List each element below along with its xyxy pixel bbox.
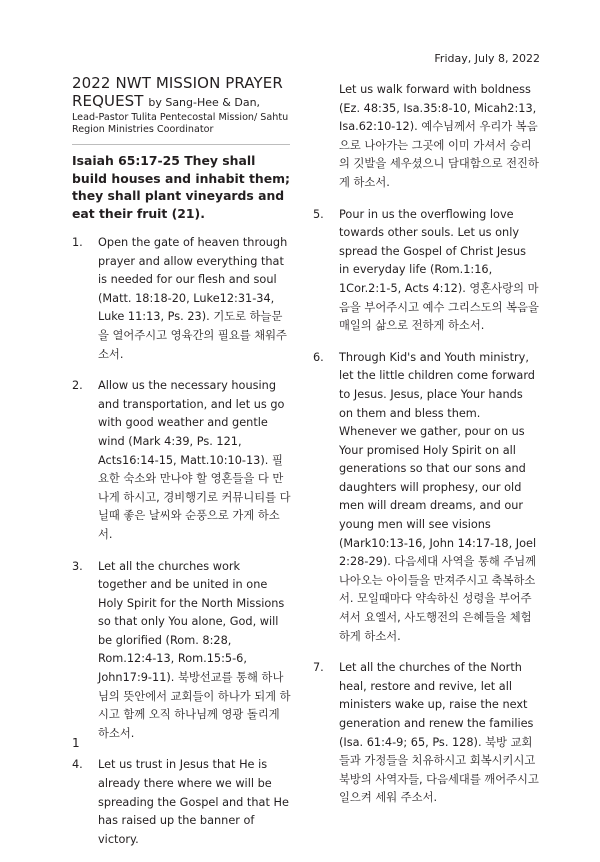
title-divider (72, 144, 290, 145)
item-text: Pour in us the overflowing love towards other souls. Let us only spread the Gospel of Christ Jesus in everyday life (Rom.1:16, 1Cor.2:1-5, Acts 4:12). 영혼사랑의 마음을 부어주시고 예수 그리스도의 복음을 매일의 삶으로 전하게 하소서. (339, 207, 539, 333)
item-number: 6. (313, 350, 324, 364)
prayer-item (72, 377, 292, 544)
right-column (313, 81, 539, 821)
item-text: Allow us the necessary housing and transportation, and let us go with good weather and gentle wind (Mark 4:39, Ps. 121, Acts16:14-15, Matt.10:10-13). 필요한 숙소와 만나야 할 영혼들을 다 만나게 하시고, 경비행기로 커뮤니티를 다닐때 좋은 날씨와 순풍으로 가게 하소서. (98, 379, 291, 541)
prayer-item-continued: Let us walk forward with boldness (Ez. 48:35, Isa.35:8-10, Micah2:13, Isa.62:10-12). 예수님께서 우리가 복음으로 나아가는 그곳에 이미 가셔서 승리의 깃발을 세우셨으니 담대함으로 전진하게 하소서. (339, 83, 539, 189)
date-header: Friday, July 8, 2022 (434, 52, 540, 65)
prayer-list-right (313, 206, 539, 808)
item-text: Let all the churches of the North heal, restore and revive, let all ministers wake up, raise the next generation and renew the families (Isa. 61:4-9; 65, Ps. 128). 북방 교회들과 가정들을 치유하시고 회복시키시고 북방의 사역자들, 다음세대를 깨어주시고 일으켜 세워 주소서. (339, 661, 539, 805)
prayer-item (313, 349, 539, 647)
prayer-item (72, 756, 292, 849)
item-number: 7. (313, 661, 324, 675)
item-number: 4. (72, 758, 83, 772)
prayer-item (313, 206, 539, 336)
item-text: Through Kid's and Youth ministry, let the little children come forward to Jesus. Jesus, place Your hands on them and bless them. Whenever we gather, pour on us Your promised Holy Spirit on all generations so that our sons and daughters will prophesy, our old men will dream dreams, and our young men will see visions (Mark10:13-16, John 14:17-18, Joel 2:28-29). 다음세대 사역을 통해 주님께 나아오는 아이들을 만져주시고 축복하소서. 모일때마다 약속하신 성령을 부어주셔서 요엘서, 사도행전의 은혜들을 체험하게 하소서. (339, 350, 537, 643)
scripture-verse: Isaiah 65:17-25 They shall build houses and inhabit them; they shall plant vineyards and eat their fruit (21). (72, 153, 290, 221)
prayer-list-left (72, 234, 292, 849)
item-number: 1. (72, 236, 83, 249)
title-author: by Sang-Hee & Dan, (148, 96, 261, 109)
document-title (72, 74, 292, 136)
item-text: Let us trust in Jesus that He is already there where we will be spreading the Gospel and that He has raised up the banner of victory. (98, 758, 289, 846)
item-number: 2. (72, 379, 83, 393)
item-number: 5. (313, 207, 324, 221)
left-column (72, 74, 292, 862)
title-role: Lead-Pastor Tulita Pentecostal Mission/ Sahtu Region Ministries Coordinator (72, 112, 289, 135)
item-text: Let all the churches work together and be united in one Holy Spirit for the North Missions so that only You alone, God, will be glorified (Rom. 8:28, Rom.12:4-13, Rom.15:5-6, John17:9-11). 북방선교를 통해 하나님의 뜻안에서 교회들이 하나가 되게 하시고 함께 오직 하나님께 영광 돌리게 하소서. (98, 559, 291, 740)
prayer-item (313, 659, 539, 808)
page-number: 1 (72, 736, 80, 750)
item-number: 3. (72, 559, 83, 573)
prayer-item (72, 234, 292, 364)
prayer-item (72, 558, 292, 744)
item-text: Open the gate of heaven through prayer and allow everything that is needed for our flesh and soul (Matt. 18:18-20, Luke12:31-34, Luke 11:13, Ps. 23). 기도로 하늘문을 열어주시고 영육간의 필요를 채워주소서. (98, 236, 288, 361)
title-main: 2022 NWT MISSION PRAYER REQUEST (72, 74, 283, 110)
